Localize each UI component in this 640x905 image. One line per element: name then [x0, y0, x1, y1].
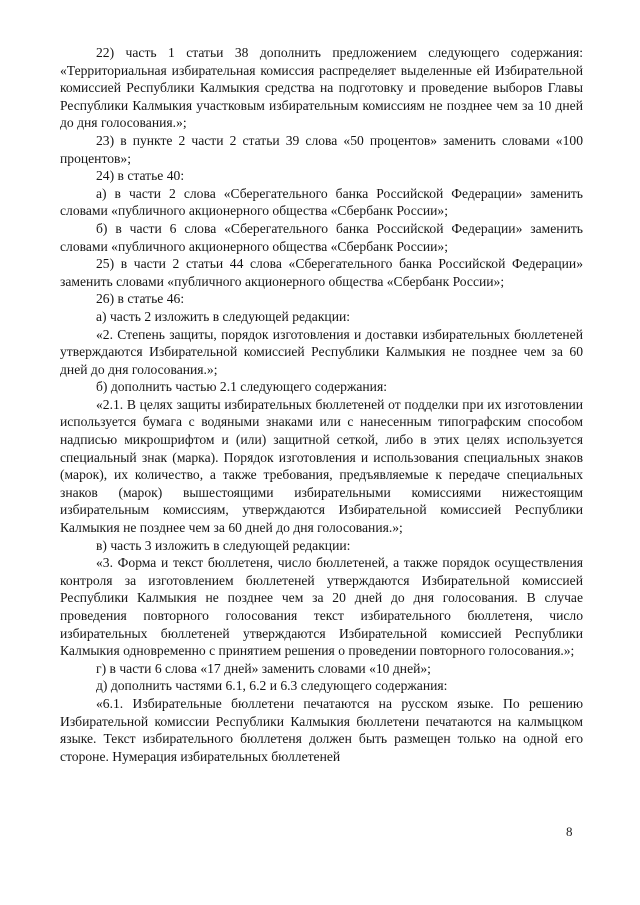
- paragraph-subitem-24a: а) в части 2 слова «Сберегательного банка Российской Федерации» заменить словами «публичного акционерного общества «Сбербанк России»;: [60, 185, 583, 219]
- paragraph-item-25: 25) в части 2 статьи 44 слова «Сберегательного банка Российской Федерации» заменить словами «публичного акционерного общества «Сбербанк России»;: [60, 256, 583, 289]
- paragraph-item-24: 24) в статье 40:: [96, 168, 185, 184]
- page-number: 8: [566, 824, 573, 839]
- document-body: [60, 44, 583, 765]
- paragraph-item-26: 26) в статье 46:: [96, 291, 185, 307]
- paragraph-subitem-26a: а) часть 2 изложить в следующей редакции:: [96, 308, 351, 324]
- paragraph-subitem-26g: г) в части 6 слова «17 дней» заменить словами «10 дней»;: [96, 660, 431, 676]
- paragraph-subitem-26v: в) часть 3 изложить в следующей редакции:: [96, 537, 351, 553]
- paragraph-subitem-24b: б) в части 6 слова «Сберегательного банка Российской Федерации» заменить словами «публичного акционерного общества «Сбербанк России»;: [60, 220, 583, 254]
- paragraph-quote-part-3: «3. Форма и текст бюллетеня, число бюллетеней, а также порядок осуществления контроля за изготовлением бюллетеней утверждаются Избирательной комиссией Республики Калмыкия не позднее чем за 20 дней до дня голосования. В случае проведения повторного голосования текст избирательного бюллетеня, число избирательных бюллетеней утверждаются Избирательной комиссией Республики Калмыкия одновременно с принятием решения о проведении повторного голосования.»;: [60, 555, 583, 659]
- paragraph-subitem-26b: б) дополнить частью 2.1 следующего содержания:: [96, 379, 387, 395]
- paragraph-quote-part-6-1: «6.1. Избирательные бюллетени печатаются на русском языке. По решению Избирательной комиссии Республики Калмыкия бюллетени печатаются на калмыцком языке. Текст избирательного бюллетеня должен быть размещен только на одной его стороне. Нумерация избирательных бюллетеней: [60, 695, 583, 764]
- paragraph-subitem-26d: д) дополнить частями 6.1, 6.2 и 6.3 следующего содержания:: [96, 678, 448, 694]
- paragraph-item-23: 23) в пункте 2 части 2 статьи 39 слова «50 процентов» заменить словами «100 процентов»;: [60, 132, 583, 166]
- paragraph-quote-part-2-1: «2.1. В целях защиты избирательных бюллетеней от подделки при их изготовлении используется бумага с водяными знаками или с нанесенным типографским способом надписью микрошрифтом и (или) защитной сеткой, либо в этих целях используется специальный знак (марка). Порядок изготовления и использования специальных знаков (марок), их количество, а также требования, предъявляемые к передаче специальных знаков (марок) вышестоящими избирательными комиссиями нижестоящим избирательным комиссиям, утверждаются Избирательной комиссией Республики Калмыкия не позднее чем за 60 дней до дня голосования.»;: [60, 396, 583, 536]
- paragraph-item-22: 22) часть 1 статьи 38 дополнить предложением следующего содержания: «Территориальная избирательная комиссия распределяет выделенные ей Избирательной комиссией Республики Калмыкия средства на подготовку и проведение выборов Главы Республики Калмыкия участковым избирательным комиссиям не позднее чем за 10 дней до дня голосования.»;: [60, 45, 583, 131]
- paragraph-quote-part-2: «2. Степень защиты, порядок изготовления и доставки избирательных бюллетеней утверждаются Избирательной комиссией Республики Калмыкия не позднее чем за 60 дней до дня голосования.»;: [60, 326, 583, 377]
